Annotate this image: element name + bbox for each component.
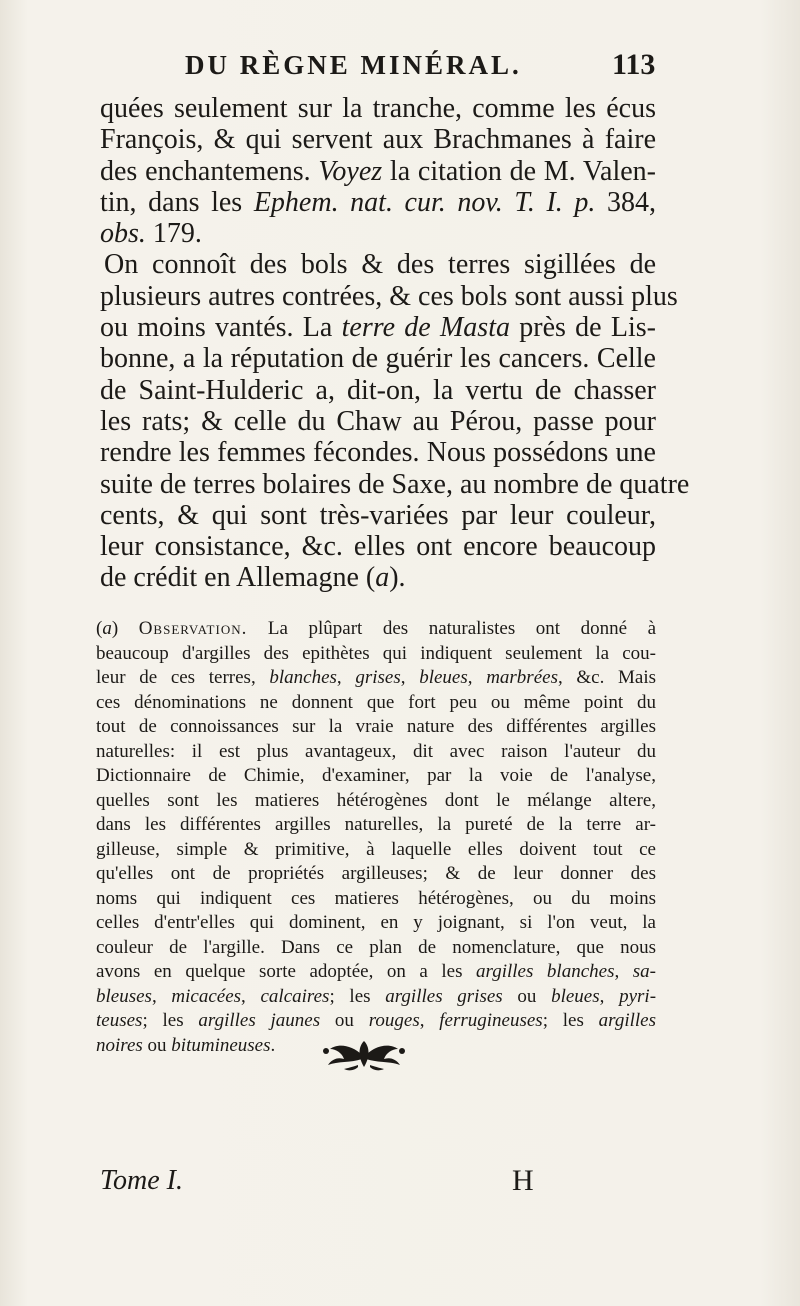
body-line: leur consistance, &c. elles ont encore beaucoup [100,531,656,563]
body-line-segment: Voyez [318,155,383,187]
body-line [100,312,656,343]
body-line-segment: des enchantemens. [100,155,319,187]
footnote-line-segment: argilles grises [385,985,503,1007]
footnote-line-segment: ; les [329,985,386,1007]
footnote-line-segment: ; les [142,1010,199,1031]
body-line: On connoît des bols & des terres sigillées de [104,249,656,281]
body-line-segment: ou moins vantés. La [100,312,342,344]
fleuron-ornament-icon [318,1037,410,1073]
footnote-line-segment: ) [111,618,139,639]
footnote-line-segment: calcaires [260,985,330,1007]
footnote-line-segment: ferrugineuses [439,1010,543,1031]
body-line-segment: de crédit en Allemagne ( [100,562,376,594]
body-line-segment: ). [389,562,406,594]
footnote-line-segment: sa- [632,961,656,982]
footnote-line-segment: ou [142,1034,172,1056]
footnote-line-segment: teuses [96,1010,143,1031]
footnote-line-segment: avons en quelque sorte adoptée, on a les [96,961,477,982]
footnote-line [96,960,656,985]
footnote-line-segment: blanches [269,667,337,688]
footnote-line-segment: argilles [598,1010,657,1031]
footnote-line: dans les différentes argilles naturelles, la pureté de la terre ar- [96,814,656,835]
footnote-line-segment: , [400,667,420,688]
body-line: quées seulement sur la tranche, comme les écus [100,93,656,124]
footnote-line-segment: bitumineuses [171,1034,271,1056]
footnote-line-segment: ou [320,1010,369,1031]
body-line-segment: 384, [595,186,656,218]
body-line: suite de terres bolaires de Saxe, au nombre de quatre [100,468,690,500]
body-line-segment: a [375,562,390,594]
footnote-line-segment: pyri- [619,985,657,1007]
footnote-line-segment: grises [355,667,401,688]
body-line-segment: la citation de M. Valen- [382,155,657,187]
footnote-line-segment: , [151,985,172,1007]
footnote-line-segment: bleuses [96,985,152,1007]
body-line [100,187,656,218]
footnote-line: quelles sont les matieres hétérogènes dont le mélange altere, [96,789,656,811]
body-line: de Saint-Hulderic a, dit-on, la vertu de chasser [100,374,656,406]
footnote-line-segment: marbrées [486,667,558,688]
footnote-line-segment: ( [96,618,103,639]
footnote-line [96,617,656,642]
footnote-line-segment: , [614,961,633,982]
running-title: DU RÈGNE MINÉRAL. [185,50,522,80]
body-line [100,218,656,249]
footnote-line: celles d'entr'elles qui dominent, en y joignant, si l'on veut, la [96,912,656,933]
footnote-line-segment: argilles blanches [476,961,615,982]
footnote-line: qu'elles ont de propriétés argilleuses; & de leur donner des [96,863,656,884]
footnote-line-segment: , &c. Mais [557,667,657,688]
body-line-segment: obs. [100,218,146,250]
body-line [100,156,656,187]
footnote-line-segment: La plûpart des naturalistes ont donné à [247,618,657,639]
footnote-line-segment: leur de ces terres, [96,667,270,688]
footnote-line-segment: argilles jaunes [198,1010,321,1031]
footnote-line-segment: , [467,667,487,688]
body-line-segment: terre de Masta [341,312,510,344]
footnote-line-segment: noires [96,1034,143,1056]
body-line: les rats; & celle du Chaw au Pérou, passe pour [100,405,656,437]
footnote-line: naturelles: il est plus avantageux, dit avec raison l'auteur du [96,740,656,762]
footnote-line: tout de connoissances sur la vraie nature des différentes argilles [96,716,656,737]
footnote-line-segment: , [419,1010,440,1031]
footnote-line-segment: bleues [419,667,468,688]
body-line: plusieurs autres contrées, & ces bols sont aussi plus [100,280,678,312]
body-line: bonne, a la réputation de guérir les cancers. Celle [100,343,656,375]
footnote-line: gilleuse, simple & primitive, à laquelle elles doivent tout ce [96,838,656,860]
page-number: 113 [612,48,656,81]
body-line-segment: 179. [145,218,202,250]
footnote-line-segment: rouges [368,1010,420,1031]
signature-mark: H [512,1164,534,1197]
body-line: rendre les femmes fécondes. Nous possédons une [100,437,656,469]
footnote-line: beaucoup d'argilles des epithètes qui indiquent seulement la cou- [96,642,656,664]
body-line-segment: Ephem. nat. cur. nov. T. I. p. [253,186,596,218]
footnote-line: noms qui indiquent ces matieres hétérogènes, ou du moins [96,887,656,909]
body-line: cents, & qui sont très-variées par leur couleur, [100,499,656,531]
footnote-line-segment: bleues [551,985,600,1007]
footnote-line-segment: micacées [171,985,242,1007]
footnote-line-segment: ; les [542,1010,599,1031]
main-text [100,93,690,594]
body-line: François, & qui servent aux Brachmanes à faire [100,124,656,156]
footnote-line-segment: Observation. [138,618,248,639]
footnote-line [96,1009,656,1034]
body-line-segment: tin, dans les [100,186,254,218]
footnote-line-segment: , [599,985,620,1007]
body-line-segment: près de Lis- [509,312,656,344]
footnote-line [96,985,656,1010]
footnote-line: ces dénominations ne donnent que fort peu ou même point du [96,691,656,713]
footnote-line: couleur de l'argille. Dans ce plan de nomenclature, que nous [96,936,656,958]
footnote-line [96,666,656,691]
body-line [100,562,656,593]
footnote-line-segment: . [270,1034,276,1056]
footnote-line-segment: , [336,667,356,688]
volume-label: Tome I. [100,1165,183,1196]
footnote [96,617,656,1058]
footnote-line: Dictionnaire de Chimie, d'examiner, par la voie de l'analyse, [96,765,656,786]
footnote-line-segment: ou [502,985,552,1007]
footnote-line-segment: a [102,618,112,639]
footnote-line-segment: , [241,985,261,1007]
